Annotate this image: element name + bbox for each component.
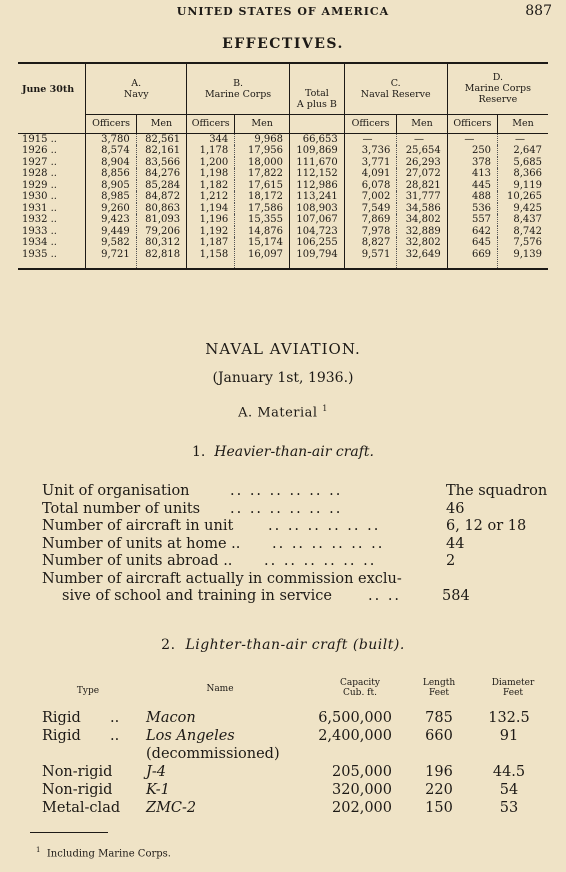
list-item	[42, 483, 562, 501]
value-cell: 79,206	[136, 226, 186, 238]
lighter-header-length: Length Feet	[422, 678, 456, 698]
list-item	[42, 536, 562, 554]
table-row	[18, 203, 548, 215]
value-cell: 109,794	[290, 249, 345, 270]
value-cell: 9,423	[86, 214, 136, 226]
value-cell: 645	[447, 237, 497, 249]
list-item	[42, 588, 562, 606]
value-cell: 10,265	[498, 191, 548, 203]
value-cell: 34,586	[397, 203, 447, 215]
value-cell: 3,736	[344, 145, 397, 157]
heavier-than-air-list	[42, 483, 562, 606]
airship-type: Rigid	[42, 728, 81, 744]
sub-header-men: Men	[235, 114, 290, 133]
value-cell: 32,802	[397, 237, 447, 249]
value-cell: 15,174	[235, 237, 290, 249]
value-cell: 8,985	[86, 191, 136, 203]
value-cell: 1,194	[187, 203, 235, 215]
value-cell: 7,549	[344, 203, 397, 215]
item-label: Number of aircraft actually in commission exclu-	[42, 570, 402, 587]
airship-capacity: 205,000	[332, 764, 392, 780]
value-cell: 32,649	[397, 249, 447, 270]
value-cell: 111,670	[290, 157, 345, 169]
item-value: 6, 12 or 18	[446, 518, 527, 534]
airship-length: 196	[425, 764, 453, 780]
value-cell: 2,647	[498, 145, 548, 157]
value-cell: 488	[447, 191, 497, 203]
table-row	[18, 226, 548, 238]
value-cell: 9,260	[86, 203, 136, 215]
value-cell: 9,571	[344, 249, 397, 270]
airship-diameter: 54	[499, 782, 519, 798]
value-cell: —	[344, 133, 397, 145]
list-item	[42, 501, 562, 519]
col-header-naval-reserve: C. Naval Reserve	[344, 63, 447, 114]
footnote-rule	[30, 832, 108, 833]
list-item	[42, 571, 562, 589]
leader-dots: .. .. .. .. .. ..	[230, 500, 343, 517]
year-cell: 1931 ..	[22, 202, 57, 214]
year-cell: 1935 ..	[18, 249, 86, 270]
airship-type: Rigid	[42, 710, 81, 726]
year-cell: 1934 ..	[22, 237, 57, 248]
value-cell: 7,869	[344, 214, 397, 226]
value-cell: 82,161	[136, 145, 186, 157]
value-cell: 16,097	[235, 249, 290, 270]
value-cell: —	[397, 133, 447, 145]
lighter-header-name: Name	[206, 684, 234, 694]
sub-header-officers: Officers	[187, 114, 235, 133]
item-label: Number of aircraft in unit	[42, 518, 234, 534]
value-cell: 9,582	[86, 237, 136, 249]
value-cell: 31,777	[397, 191, 447, 203]
lighter-than-air-heading: 2. Lighter-than-air craft (built).	[161, 637, 405, 653]
item-value: The squadron	[446, 483, 548, 499]
value-cell: 9,721	[86, 249, 136, 270]
value-cell: 8,574	[86, 145, 136, 157]
sub-header-officers: Officers	[344, 114, 397, 133]
value-cell: 344	[187, 133, 235, 145]
airship-diameter: 44.5	[492, 764, 526, 780]
lighter-header-capacity: Capacity Cub. ft.	[340, 678, 380, 698]
value-cell: 445	[447, 180, 497, 192]
sub-header-men: Men	[498, 114, 548, 133]
table-row	[18, 168, 548, 180]
list-item	[42, 518, 562, 536]
item-label: Number of units at home ..	[42, 535, 241, 552]
footnote: $^1$ Including Marine Corps.	[36, 846, 171, 860]
value-cell: 106,255	[290, 237, 345, 249]
value-cell: 413	[447, 168, 497, 180]
naval-aviation-title: NAVAL AVIATION.	[205, 340, 361, 358]
year-cell: 1932 ..	[22, 214, 57, 225]
year-cell: 1930 ..	[22, 191, 57, 202]
aviation-date: (January 1st, 1936.)	[212, 370, 354, 386]
value-cell: 250	[447, 145, 497, 157]
item-label: Number of units abroad ..	[42, 553, 233, 569]
list-item	[42, 553, 562, 571]
airship-capacity: 2,400,000	[318, 728, 392, 744]
value-cell: 14,876	[235, 226, 290, 238]
table-row	[18, 237, 548, 249]
sub-header-men: Men	[397, 114, 447, 133]
value-cell: 1,182	[187, 180, 235, 192]
leader-dots: ..	[110, 710, 120, 726]
airship-diameter: 91	[499, 728, 519, 744]
effectives-title: EFFECTIVES.	[222, 36, 344, 52]
effectives-table	[18, 62, 548, 270]
value-cell: 1,192	[187, 226, 235, 238]
value-cell: 642	[447, 226, 497, 238]
sub-header-officers: Officers	[86, 114, 136, 133]
leader-dots: ..	[110, 728, 120, 744]
value-cell: 8,904	[86, 157, 136, 169]
value-cell: 27,072	[397, 168, 447, 180]
col-header-june: June 30th	[22, 83, 75, 95]
value-cell: 17,822	[235, 168, 290, 180]
airship-name: K-1	[146, 782, 170, 798]
airship-length: 220	[425, 782, 453, 798]
value-cell: 3,780	[86, 133, 136, 145]
value-cell: 28,821	[397, 180, 447, 192]
value-cell: 669	[447, 249, 497, 270]
value-cell: 113,241	[290, 191, 345, 203]
value-cell: 66,653	[290, 133, 345, 145]
value-cell: 85,284	[136, 180, 186, 192]
lighter-header-type: Type	[76, 686, 100, 696]
airship-name: Los Angeles	[146, 728, 235, 744]
value-cell: 1,187	[187, 237, 235, 249]
table-row	[18, 214, 548, 226]
lighter-header-diameter: Diameter Feet	[491, 678, 535, 698]
material-heading: A. Material $^1$	[238, 404, 328, 421]
value-cell: —	[498, 133, 548, 145]
table-row	[18, 191, 548, 203]
airship-length: 785	[425, 710, 453, 726]
year-cell: 1927 ..	[22, 156, 57, 168]
year-cell: 1928 ..	[22, 168, 57, 179]
value-cell: 80,863	[136, 203, 186, 215]
value-cell: 7,002	[344, 191, 397, 203]
airship-name: J-4	[146, 764, 166, 780]
value-cell: 1,198	[187, 168, 235, 180]
col-header-navy: A. Navy	[86, 63, 187, 114]
col-header-marine-corps: B. Marine Corps	[187, 63, 290, 114]
value-cell: 82,561	[136, 133, 186, 145]
value-cell: 8,856	[86, 168, 136, 180]
value-cell: 26,293	[397, 157, 447, 169]
value-cell: 9,425	[498, 203, 548, 215]
year-cell: 1926 ..	[22, 145, 57, 156]
airship-type: Non-rigid	[42, 782, 113, 798]
airship-capacity: 202,000	[332, 800, 392, 816]
value-cell: 536	[447, 203, 497, 215]
value-cell: 17,956	[235, 145, 290, 157]
item-value: 46	[446, 500, 465, 517]
col-header-total: Total A plus B	[290, 63, 345, 114]
leader-dots: .. .. .. .. .. ..	[268, 518, 381, 534]
value-cell: 8,742	[498, 226, 548, 238]
year-cell: 1915 ..	[22, 133, 57, 145]
leader-dots: .. .. .. .. .. ..	[230, 483, 343, 499]
value-cell: 112,986	[290, 180, 345, 192]
airship-length: 150	[425, 800, 453, 816]
value-cell: 1,178	[187, 145, 235, 157]
table-row	[18, 249, 548, 270]
airship-name: ZMC-2	[146, 800, 197, 816]
value-cell: 109,869	[290, 145, 345, 157]
value-cell: 4,091	[344, 168, 397, 180]
value-cell: 1,196	[187, 214, 235, 226]
airship-type: Non-rigid	[42, 764, 113, 780]
value-cell: 34,802	[397, 214, 447, 226]
item-label: Unit of organisation	[42, 483, 190, 499]
table-row	[18, 145, 548, 157]
value-cell: 18,172	[235, 191, 290, 203]
airship-name: Macon	[146, 710, 196, 726]
value-cell: 81,093	[136, 214, 186, 226]
leader-dots: .. .. .. .. .. ..	[272, 535, 385, 552]
value-cell: 112,152	[290, 168, 345, 180]
value-cell: 25,654	[397, 145, 447, 157]
leader-dots: .. ..	[368, 588, 402, 604]
value-cell: 378	[447, 157, 497, 169]
value-cell: 83,566	[136, 157, 186, 169]
value-cell: 82,818	[136, 249, 186, 270]
value-cell: 15,355	[235, 214, 290, 226]
item-value: 44	[446, 535, 465, 552]
airship-name: (decommissioned)	[146, 746, 280, 762]
value-cell: 84,276	[136, 168, 186, 180]
running-header	[0, 2, 566, 20]
value-cell: 3,771	[344, 157, 397, 169]
airship-length: 660	[425, 728, 453, 744]
value-cell: 8,437	[498, 214, 548, 226]
value-cell: 7,576	[498, 237, 548, 249]
value-cell: 32,889	[397, 226, 447, 238]
value-cell: 107,067	[290, 214, 345, 226]
value-cell: 5,685	[498, 157, 548, 169]
value-cell: 1,158	[187, 249, 235, 270]
airship-capacity: 6,500,000	[318, 710, 392, 726]
value-cell: 108,903	[290, 203, 345, 215]
value-cell: 80,312	[136, 237, 186, 249]
value-cell: 9,968	[235, 133, 290, 145]
item-label: sive of school and training in service	[62, 588, 332, 604]
value-cell: 8,366	[498, 168, 548, 180]
year-cell: 1929 ..	[22, 179, 57, 191]
value-cell: 17,615	[235, 180, 290, 192]
value-cell: —	[447, 133, 497, 145]
value-cell: 1,212	[187, 191, 235, 203]
value-cell: 6,078	[344, 180, 397, 192]
col-header-marine-reserve: D. Marine Corps Reserve	[447, 63, 548, 114]
year-cell: 1933 ..	[22, 225, 57, 237]
item-value: 2	[446, 553, 456, 569]
value-cell: 557	[447, 214, 497, 226]
value-cell: 9,119	[498, 180, 548, 192]
value-cell: 7,978	[344, 226, 397, 238]
airship-diameter: 132.5	[488, 710, 530, 726]
item-label: Total number of units	[42, 500, 201, 517]
airship-capacity: 320,000	[332, 782, 392, 798]
airship-diameter: 53	[499, 800, 519, 816]
value-cell: 8,827	[344, 237, 397, 249]
value-cell: 17,586	[235, 203, 290, 215]
sub-header-officers: Officers	[447, 114, 497, 133]
value-cell: 104,723	[290, 226, 345, 238]
footnote-ref: 1	[322, 404, 328, 413]
page-number: 887	[525, 3, 552, 19]
table-row	[18, 157, 548, 169]
airship-type: Metal-clad	[42, 800, 121, 816]
value-cell: 1,200	[187, 157, 235, 169]
sub-header-men: Men	[136, 114, 186, 133]
table-row	[18, 180, 548, 192]
value-cell: 9,449	[86, 226, 136, 238]
value-cell: 84,872	[136, 191, 186, 203]
leader-dots: .. .. .. .. .. ..	[264, 553, 377, 569]
item-value: 584	[442, 588, 470, 604]
heavier-than-air-heading: 1. Heavier-than-air craft.	[191, 444, 375, 460]
value-cell: 8,905	[86, 180, 136, 192]
value-cell: 9,139	[498, 249, 548, 270]
value-cell: 18,000	[235, 157, 290, 169]
running-title: UNITED STATES OF AMERICA	[176, 5, 390, 18]
table-row	[18, 133, 548, 145]
